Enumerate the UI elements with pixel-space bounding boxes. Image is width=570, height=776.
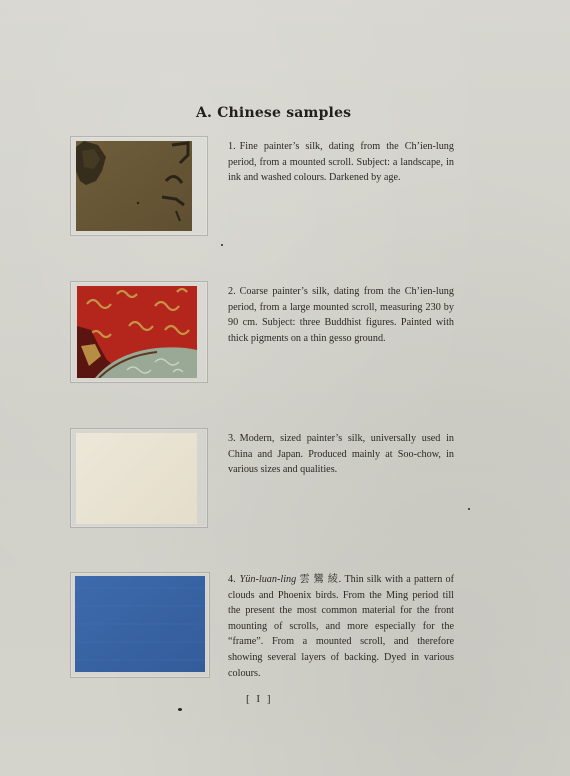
- sample-3-description: [228, 431, 454, 478]
- sample-2-text: Coarse painter’s silk, dating from the Ch’ien-lung period, from a large mounted scroll, measuring 230 by 90 cm. Subject: three Buddhist figures. Painted with thick pigments on a thin gesso ground.: [228, 286, 454, 344]
- page-heading: A. Chinese samples: [196, 105, 352, 121]
- sample-4-characters: 雲 鸞 綾.: [299, 574, 342, 585]
- sample-3-number: 3.: [228, 433, 236, 444]
- page-number: [ I ]: [246, 693, 273, 705]
- sample-2-silk-swatch: [77, 286, 197, 378]
- paper-speck: [178, 708, 182, 711]
- sample-2-number: 2.: [228, 286, 236, 297]
- sample-4-description: [228, 572, 454, 681]
- sample-1-text: Fine painter’s silk, dating from the Ch’ien-lung period, from a mounted scroll. Subject: a landscape, in ink and washed colours. Darkened by age.: [228, 141, 454, 184]
- sample-4-silk-swatch: [75, 576, 205, 672]
- sample-2-silk-image: [77, 286, 197, 378]
- paper-speck: [221, 244, 223, 246]
- sample-1-description: [228, 139, 454, 186]
- sample-4-number: 4.: [228, 574, 236, 585]
- sample-4-silk-image: [75, 576, 205, 672]
- sample-1-silk-image: [76, 141, 192, 231]
- paper-speck: [468, 508, 470, 510]
- sample-2-description: [228, 284, 454, 346]
- sample-1-number: 1.: [228, 141, 236, 152]
- sample-4-term: Yün-luan-ling: [239, 574, 297, 585]
- sample-1-silk-swatch: [76, 141, 192, 231]
- sample-4-text: Thin silk with a pattern of clouds and Phoenix birds. From the Ming period till the present the most common material for the front mounting of scrolls, and more especially for the “frame”. From a mounted scroll, and therefore showing several layers of backing. Dyed in various colours.: [228, 574, 455, 679]
- sample-3-silk-swatch: [76, 433, 197, 524]
- sample-3-text: Modern, sized painter’s silk, universally used in China and Japan. Produced mainly at Soo-chow, in various sizes and qualities.: [228, 433, 454, 476]
